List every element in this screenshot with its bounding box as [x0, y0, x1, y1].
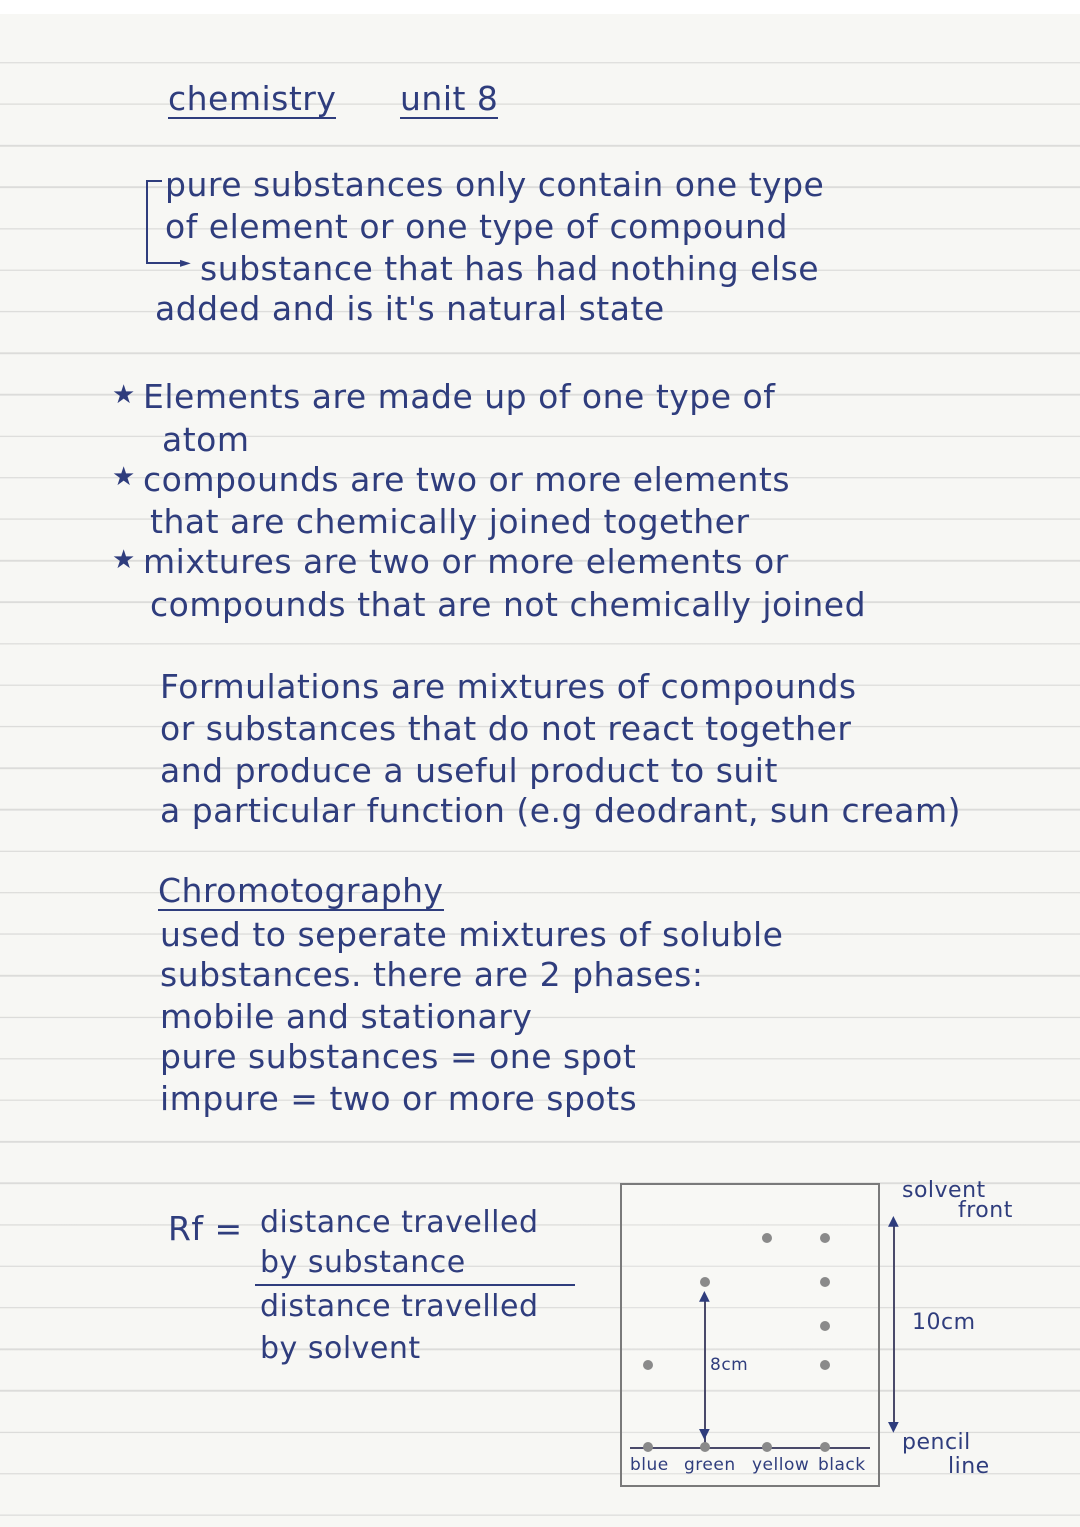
bracket-mark — [146, 180, 162, 264]
chromatography-line-3: mobile and stationary — [160, 997, 533, 1036]
bracket-arrow-line — [148, 262, 182, 264]
compounds-line-1: compounds are two or more elements — [143, 460, 791, 499]
page-top-edge — [0, 0, 1080, 14]
elements-line-1: Elements are made up of one type of — [143, 377, 776, 416]
compounds-line-2: that are chemically joined together — [150, 502, 750, 541]
chromatography-line-2: substances. there are 2 phases: — [160, 955, 704, 994]
mixtures-line-1: mixtures are two or more elements or — [143, 542, 789, 581]
unit-label: unit 8 — [400, 79, 499, 118]
arrow-down-icon: ▼ — [888, 1419, 899, 1435]
lane-label-black: black — [818, 1455, 866, 1475]
rf-numerator-2: by substance — [260, 1245, 466, 1280]
formulations-line-1: Formulations are mixtures of compounds — [160, 667, 857, 706]
baseline-spot-blue — [643, 1442, 653, 1452]
pencil-baseline — [630, 1447, 870, 1449]
arrow-up-icon: ▲ — [888, 1213, 899, 1229]
chromatography-line-5: impure = two or more spots — [160, 1079, 638, 1118]
mixtures-line-2: compounds that are not chemically joined — [150, 585, 867, 624]
solvent-distance-arrow — [893, 1222, 895, 1428]
pure-line-4: added and is it's natural state — [155, 289, 665, 328]
star-icon: ★ — [112, 380, 136, 410]
spot-blue — [643, 1360, 653, 1370]
lane-label-yellow: yellow — [752, 1455, 810, 1475]
pencil-line-label-1: pencil — [902, 1430, 971, 1455]
baseline-spot-black — [820, 1442, 830, 1452]
page-title: chemistry — [168, 79, 337, 118]
rf-symbol: Rf = — [168, 1209, 243, 1248]
solvent-front-label-2: front — [958, 1198, 1013, 1223]
baseline-spot-yellow — [762, 1442, 772, 1452]
arrow-down-icon: ▼ — [699, 1426, 710, 1442]
chromatogram-paper — [620, 1183, 880, 1487]
star-icon: ★ — [112, 462, 136, 492]
spot-black-3 — [820, 1321, 830, 1331]
fraction-line — [255, 1284, 575, 1286]
rf-denominator-2: by solvent — [260, 1331, 421, 1366]
formulations-line-4: a particular function (e.g deodrant, sun cream) — [160, 791, 962, 830]
pure-line-3: substance that has had nothing else — [200, 249, 820, 288]
spot-green — [700, 1277, 710, 1287]
rf-numerator-1: distance travelled — [260, 1205, 539, 1240]
spot-black-4 — [820, 1360, 830, 1370]
lane-label-blue: blue — [630, 1455, 669, 1475]
chromatography-line-4: pure substances = one spot — [160, 1037, 637, 1076]
pencil-line-label-2: line — [948, 1454, 990, 1479]
pure-line-2: of element or one type of compound — [165, 207, 788, 246]
star-icon: ★ — [112, 545, 136, 575]
elements-line-2: atom — [162, 420, 250, 459]
formulations-line-2: or substances that do not react together — [160, 709, 852, 748]
spot-black-1 — [820, 1233, 830, 1243]
arrow-up-icon: ▲ — [699, 1288, 710, 1304]
baseline-spot-green — [700, 1442, 710, 1452]
rf-denominator-1: distance travelled — [260, 1289, 539, 1324]
formulations-line-3: and produce a useful product to suit — [160, 751, 778, 790]
pure-line-1: pure substances only contain one type — [165, 165, 825, 204]
lane-label-green: green — [684, 1455, 736, 1475]
spot-yellow — [762, 1233, 772, 1243]
chromatography-line-1: used to seperate mixtures of soluble — [160, 915, 784, 954]
spot-black-2 — [820, 1277, 830, 1287]
solvent-front-label-1: solvent — [902, 1178, 986, 1203]
arrow-right-icon: ► — [180, 255, 191, 271]
spot-distance-arrow — [704, 1295, 706, 1445]
solvent-distance-label: 10cm — [912, 1310, 976, 1335]
chromatography-heading: Chromotography — [158, 871, 444, 910]
spot-distance-label: 8cm — [710, 1355, 749, 1375]
